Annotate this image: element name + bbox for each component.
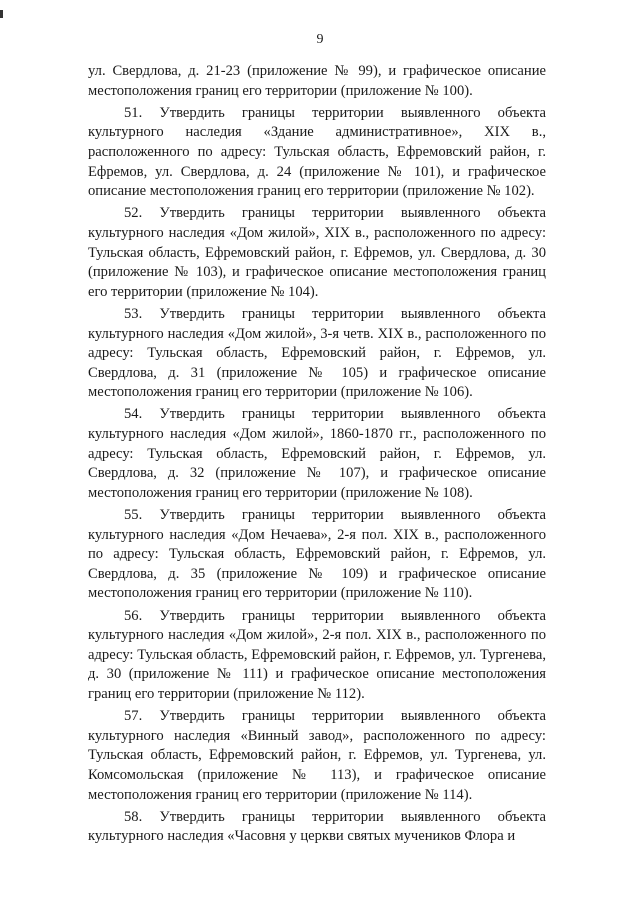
paragraph-item-55: 55. Утвердить границы территории выявленного объекта культурного наследия «Дом Нечаева», 2-я пол. XIX в., расположенного по адресу: Тульская область, Ефремовский район, г. Ефремов, ул. Свердлова, д. 35 (приложение № 109) и графическое описание местоположения границ его территории (приложение № 110).	[88, 507, 546, 602]
paragraph-item-53: 53. Утвердить границы территории выявленного объекта культурного наследия «Дом жилой», 3-я четв. XIX в., расположенного по адресу: Тульская область, Ефремовский район, г. Ефремов, ул. Свердлова, д. 31 (приложение № 105) и графическое описание местоположения границ его территории (приложение № 106).	[88, 305, 546, 401]
scan-edge-mark	[0, 10, 3, 18]
page-number: 9	[316, 32, 324, 47]
paragraph-item-57: 57. Утвердить границы территории выявленного объекта культурного наследия «Винный завод», расположенного по адресу: Тульская область, Ефремовский район, г. Ефремов, ул. Тургенева, ул. Комсомольская (приложение № 113), и графическое описание местоположения границ его территории (приложение № 114).	[88, 708, 546, 803]
paragraph-item-54: 54. Утвердить границы территории выявленного объекта культурного наследия «Дом жилой», 1860-1870 гг., расположенного по адресу: Тульская область, Ефремовский район, г. Ефремов, ул. Свердлова, д. 32 (приложение № 107), и графическое описание местоположения границ его территории (приложение № 108).	[88, 406, 546, 501]
paragraph-item-56: 56. Утвердить границы территории выявленного объекта культурного наследия «Дом жилой», 2-я пол. XIX в., расположенного по адресу: Тульская область, Ефремовский район, г. Ефремов, ул. Тургенева, д. 30 (приложение № 111) и графическое описание местоположения границ его территории (приложение № 112).	[88, 607, 546, 702]
paragraph-item-52: 52. Утвердить границы территории выявленного объекта культурного наследия «Дом жилой», XIX в., расположенного по адресу: Тульская область, Ефремовский район, г. Ефремов, ул. Свердлова, д. 30 (приложение № 103), и графическое описание местоположения границ его территории (приложение № 104).	[88, 205, 546, 300]
document-body	[88, 62, 546, 850]
paragraph-continuation: ул. Свердлова, д. 21-23 (приложение № 99), и графическое описание местоположения границ его территории (приложение № 100).	[88, 63, 546, 99]
paragraph-item-58: 58. Утвердить границы территории выявленного объекта культурного наследия «Часовня у церкви святых мучеников Флора и	[88, 808, 546, 845]
paragraph-item-51: 51. Утвердить границы территории выявленного объекта культурного наследия «Здание административное», XIX в., расположенного по адресу: Тульская область, Ефремовский район, г. Ефремов, ул. Свердлова, д. 24 (приложение № 101), и графическое описание местоположения границ его территории (приложение № 102).	[88, 104, 546, 200]
